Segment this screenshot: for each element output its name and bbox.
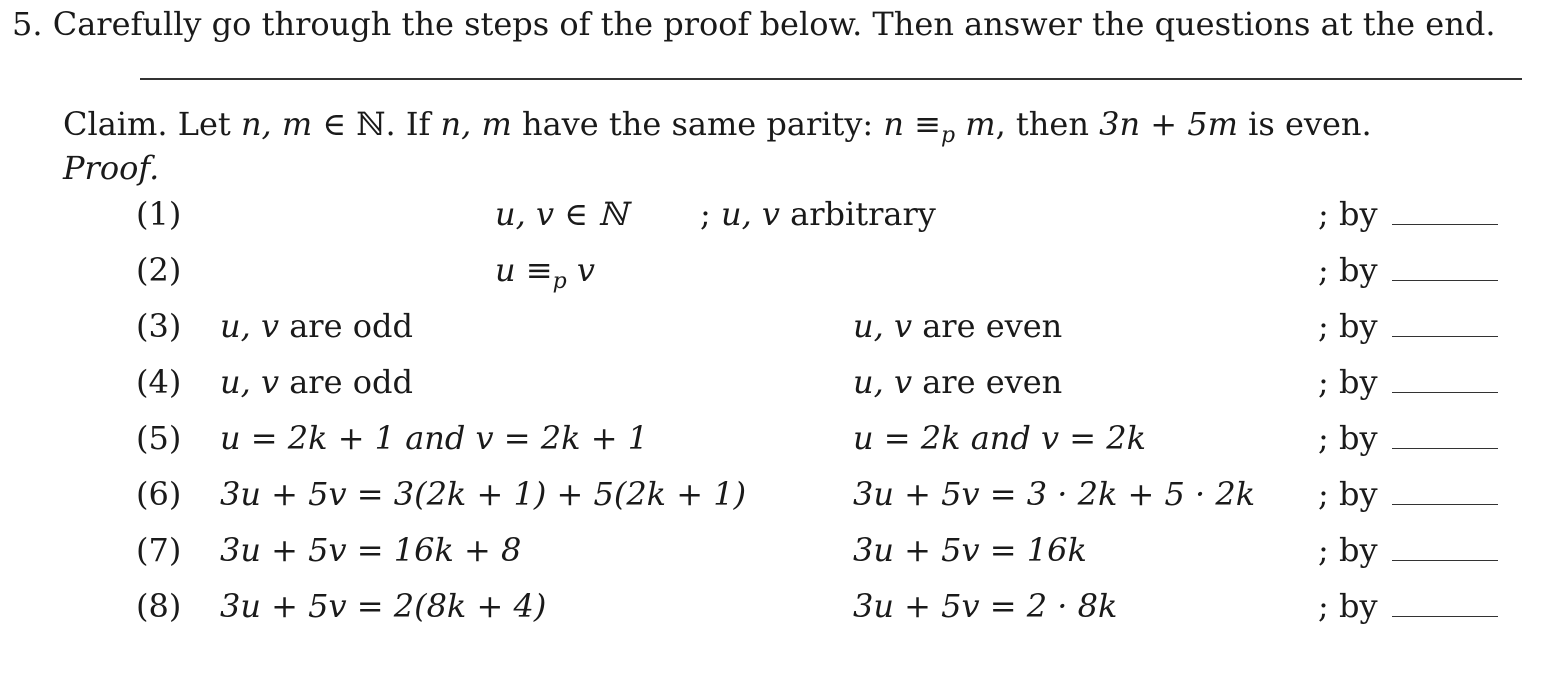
proof-step-5 bbox=[0, 416, 1566, 460]
claim-text-same: have the same parity: bbox=[511, 105, 884, 143]
justification-blank[interactable] bbox=[1392, 560, 1498, 561]
justification-blank[interactable] bbox=[1392, 336, 1498, 337]
by-label: ; by bbox=[1318, 587, 1378, 625]
step-right-math: u, v bbox=[853, 363, 913, 401]
step-number: (5) bbox=[136, 419, 182, 457]
step-number: (8) bbox=[136, 587, 182, 625]
claim-vars-2: n, m bbox=[440, 105, 512, 143]
justification-blank[interactable] bbox=[1392, 504, 1498, 505]
by-label: ; by bbox=[1318, 419, 1378, 457]
by-label: ; by bbox=[1318, 251, 1378, 289]
justification-blank[interactable] bbox=[1392, 616, 1498, 617]
step-note-text: arbitrary bbox=[779, 195, 936, 233]
proof-step-4 bbox=[0, 360, 1566, 404]
step-left-case: 3u + 5v = 2(8k + 4) bbox=[220, 587, 547, 625]
claim-expression: 3n + 5m bbox=[1099, 105, 1238, 143]
by-label: ; by bbox=[1318, 363, 1378, 401]
step-right-case bbox=[853, 360, 1062, 404]
justification-blank[interactable] bbox=[1392, 224, 1498, 225]
step-left-case: u = 2k + 1 and v = 2k + 1 bbox=[220, 419, 649, 457]
step-left-text: are odd bbox=[279, 307, 413, 345]
step-right-math: u, v bbox=[853, 307, 913, 345]
step-right-text: are even bbox=[912, 307, 1063, 345]
claim-equiv-rhs: m bbox=[955, 105, 996, 143]
step-right-case bbox=[853, 304, 1062, 348]
step-center-math bbox=[495, 248, 595, 304]
proof-step-3 bbox=[0, 304, 1566, 348]
step-note-math: u, v bbox=[720, 195, 780, 233]
step-equiv-sub: p bbox=[552, 269, 567, 294]
step-center-note bbox=[700, 192, 936, 236]
by-label: ; by bbox=[1318, 531, 1378, 569]
by-label: ; by bbox=[1318, 475, 1378, 513]
step-number: (4) bbox=[136, 363, 182, 401]
claim-equiv-sub: p bbox=[940, 123, 956, 148]
step-left-math: u, v bbox=[220, 363, 280, 401]
step-left-case bbox=[220, 304, 413, 348]
claim-in-symbol: ∈ bbox=[312, 105, 357, 143]
step-right-case: 3u + 5v = 2 · 8k bbox=[853, 587, 1118, 625]
naturals-symbol: ℕ bbox=[356, 105, 386, 143]
proof-step-6 bbox=[0, 472, 1566, 516]
step-right-case: 3u + 5v = 16k bbox=[853, 531, 1087, 569]
claim-text-end: is even. bbox=[1237, 105, 1372, 143]
step-number: (2) bbox=[136, 251, 182, 289]
claim-text-prefix: Let bbox=[177, 105, 241, 143]
justification-blank[interactable] bbox=[1392, 448, 1498, 449]
claim-vars: n, m bbox=[240, 105, 313, 143]
step-note-separator: ; bbox=[700, 195, 721, 233]
step-right-text: are even bbox=[912, 363, 1063, 401]
step-number: (6) bbox=[136, 475, 182, 513]
claim-text-if: . If bbox=[385, 105, 441, 143]
horizontal-rule bbox=[140, 78, 1522, 80]
step-equiv-rhs: v bbox=[566, 251, 595, 289]
step-left-text: are odd bbox=[279, 363, 413, 401]
step-number: (3) bbox=[136, 307, 182, 345]
claim-label: Claim. bbox=[63, 105, 168, 143]
claim-statement bbox=[63, 102, 1372, 158]
step-left-case: 3u + 5v = 16k + 8 bbox=[220, 531, 522, 569]
step-left-math: u, v bbox=[220, 307, 280, 345]
proof-step-7 bbox=[0, 528, 1566, 572]
step-right-case: u = 2k and v = 2k bbox=[853, 419, 1147, 457]
proof-step-2 bbox=[0, 248, 1566, 292]
claim-text-then: , then bbox=[995, 105, 1100, 143]
proof-step-1 bbox=[0, 192, 1566, 236]
justification-blank[interactable] bbox=[1392, 280, 1498, 281]
step-left-case bbox=[220, 360, 413, 404]
question-header bbox=[12, 2, 1495, 46]
step-left-case: 3u + 5v = 3(2k + 1) + 5(2k + 1) bbox=[220, 475, 747, 513]
question-text: Carefully go through the steps of the proof below. Then answer the questions at the end. bbox=[52, 5, 1496, 43]
claim-equiv-lhs: n ≡ bbox=[883, 105, 941, 143]
by-label: ; by bbox=[1318, 307, 1378, 345]
step-number: (7) bbox=[136, 531, 182, 569]
step-right-case: 3u + 5v = 3 · 2k + 5 · 2k bbox=[853, 475, 1256, 513]
justification-blank[interactable] bbox=[1392, 392, 1498, 393]
by-label: ; by bbox=[1318, 195, 1378, 233]
step-equiv-lhs: u ≡ bbox=[495, 251, 553, 289]
step-center-math: u, v ∈ ℕ bbox=[495, 195, 628, 233]
proof-step-8 bbox=[0, 584, 1566, 628]
step-number: (1) bbox=[136, 195, 182, 233]
proof-label: Proof. bbox=[63, 149, 160, 187]
question-number: 5. bbox=[12, 5, 43, 43]
